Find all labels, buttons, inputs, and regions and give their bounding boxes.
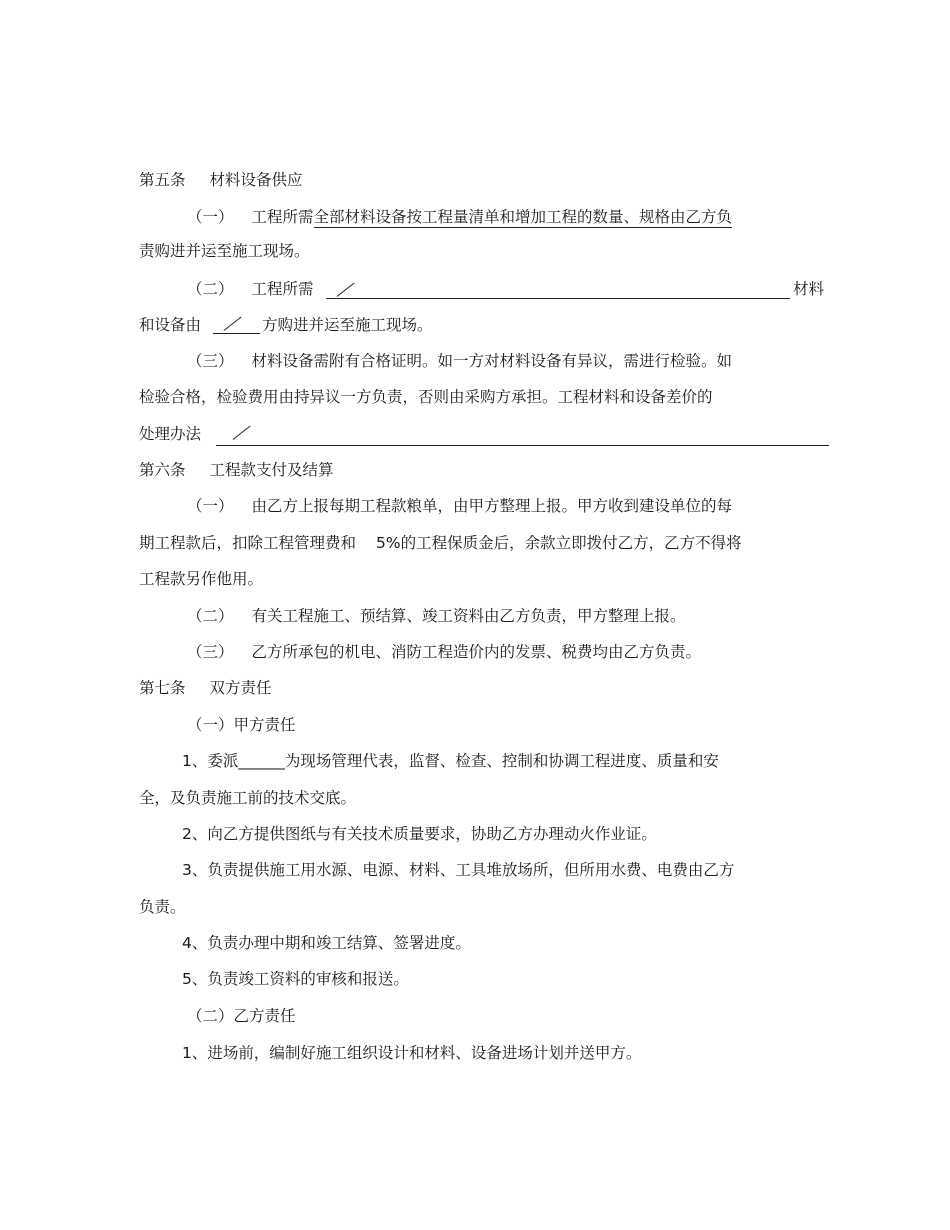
article-title: 材料设备供应 bbox=[209, 171, 303, 189]
paragraph-line: （一） 由乙方上报每期工程款粮单，由甲方整理上报。甲方收到建设单位的每 bbox=[187, 497, 733, 515]
article-number: 第五条 bbox=[139, 171, 186, 189]
paragraph-line: 责购进并运至施工现场。 bbox=[139, 242, 310, 260]
paragraph-line: 负责。 bbox=[139, 898, 186, 916]
article-6-heading bbox=[139, 459, 334, 481]
clause-number: （一） bbox=[187, 208, 234, 226]
paragraph-line: （三） 乙方所承包的机电、消防工程造价内的发票、税费均由乙方负责。 bbox=[187, 643, 702, 661]
clause-number: （三） bbox=[187, 643, 234, 661]
clause-number: （二） bbox=[187, 280, 234, 298]
fill-in-blank bbox=[326, 298, 790, 299]
clause-number: （一） bbox=[187, 497, 234, 515]
fill-in-blank bbox=[213, 333, 260, 334]
paragraph-line: （三） 材料设备需附有合格证明。如一方对材料设备有异议，需进行检验。如 bbox=[187, 352, 733, 370]
paragraph-line: 和设备由 bbox=[139, 316, 202, 334]
paragraph-line: 2、向乙方提供图纸与有关技术质量要求，协助乙方办理动火作业证。 bbox=[182, 825, 657, 843]
article-number: 第六条 bbox=[139, 461, 186, 479]
paragraph-line: （二） 工程所需 bbox=[187, 280, 314, 298]
fill-in-blank: ______ bbox=[238, 752, 285, 770]
paragraph-line: 3、负责提供施工用水源、电源、材料、工具堆放场所，但所用水费、电费由乙方 bbox=[182, 861, 735, 879]
fill-in-blank bbox=[216, 445, 829, 446]
paragraph-line: 检验合格，检验费用由持异议一方负责，否则由采购方承担。工程材料和设备差价的 bbox=[139, 388, 713, 406]
section-title: （二）乙方责任 bbox=[187, 1007, 296, 1025]
paragraph-line: 5、负责竣工资料的审核和报送。 bbox=[182, 970, 409, 988]
paragraph-line: 1、委派______为现场管理代表，监督、检查、控制和协调工程进度、质量和安 bbox=[182, 752, 719, 770]
clause-number: （三） bbox=[187, 352, 234, 370]
paragraph-line: 期工程款后，扣除工程管理费和 5%的工程保质金后，余款立即拨付乙方，乙方不得将 bbox=[139, 534, 742, 552]
section-title: （一）甲方责任 bbox=[187, 716, 296, 734]
article-number: 第七条 bbox=[139, 679, 186, 697]
clause-number: （二） bbox=[187, 607, 234, 625]
slash-mark bbox=[337, 283, 355, 298]
paragraph-line: 全，及负责施工前的技术交底。 bbox=[139, 789, 357, 807]
underlined-text: 全部材料设备按工程量清单和增加工程的数量、规格由乙方负 bbox=[313, 208, 733, 226]
paragraph-line: 材料 bbox=[793, 280, 825, 298]
paragraph-line: 1、进场前，编制好施工组织设计和材料、设备进场计划并送甲方。 bbox=[182, 1044, 642, 1062]
article-title: 双方责任 bbox=[209, 679, 272, 697]
paragraph-line: 4、负责办理中期和竣工结算、签署进度。 bbox=[182, 934, 471, 952]
slash-mark bbox=[224, 317, 242, 332]
article-5-heading bbox=[139, 169, 303, 191]
article-title: 工程款支付及结算 bbox=[209, 461, 334, 479]
slash-mark bbox=[233, 426, 251, 441]
paragraph-line: （二） 有关工程施工、预结算、竣工资料由乙方负责，甲方整理上报。 bbox=[187, 607, 686, 625]
paragraph-line: 方购进并运至施工现场。 bbox=[262, 316, 433, 334]
paragraph-line: 处理办法 bbox=[139, 425, 202, 443]
paragraph-line: 工程款另作他用。 bbox=[139, 570, 264, 588]
article-7-heading bbox=[139, 677, 272, 699]
paragraph-line: （一） 工程所需全部材料设备按工程量清单和增加工程的数量、规格由乙方负 bbox=[187, 208, 733, 226]
